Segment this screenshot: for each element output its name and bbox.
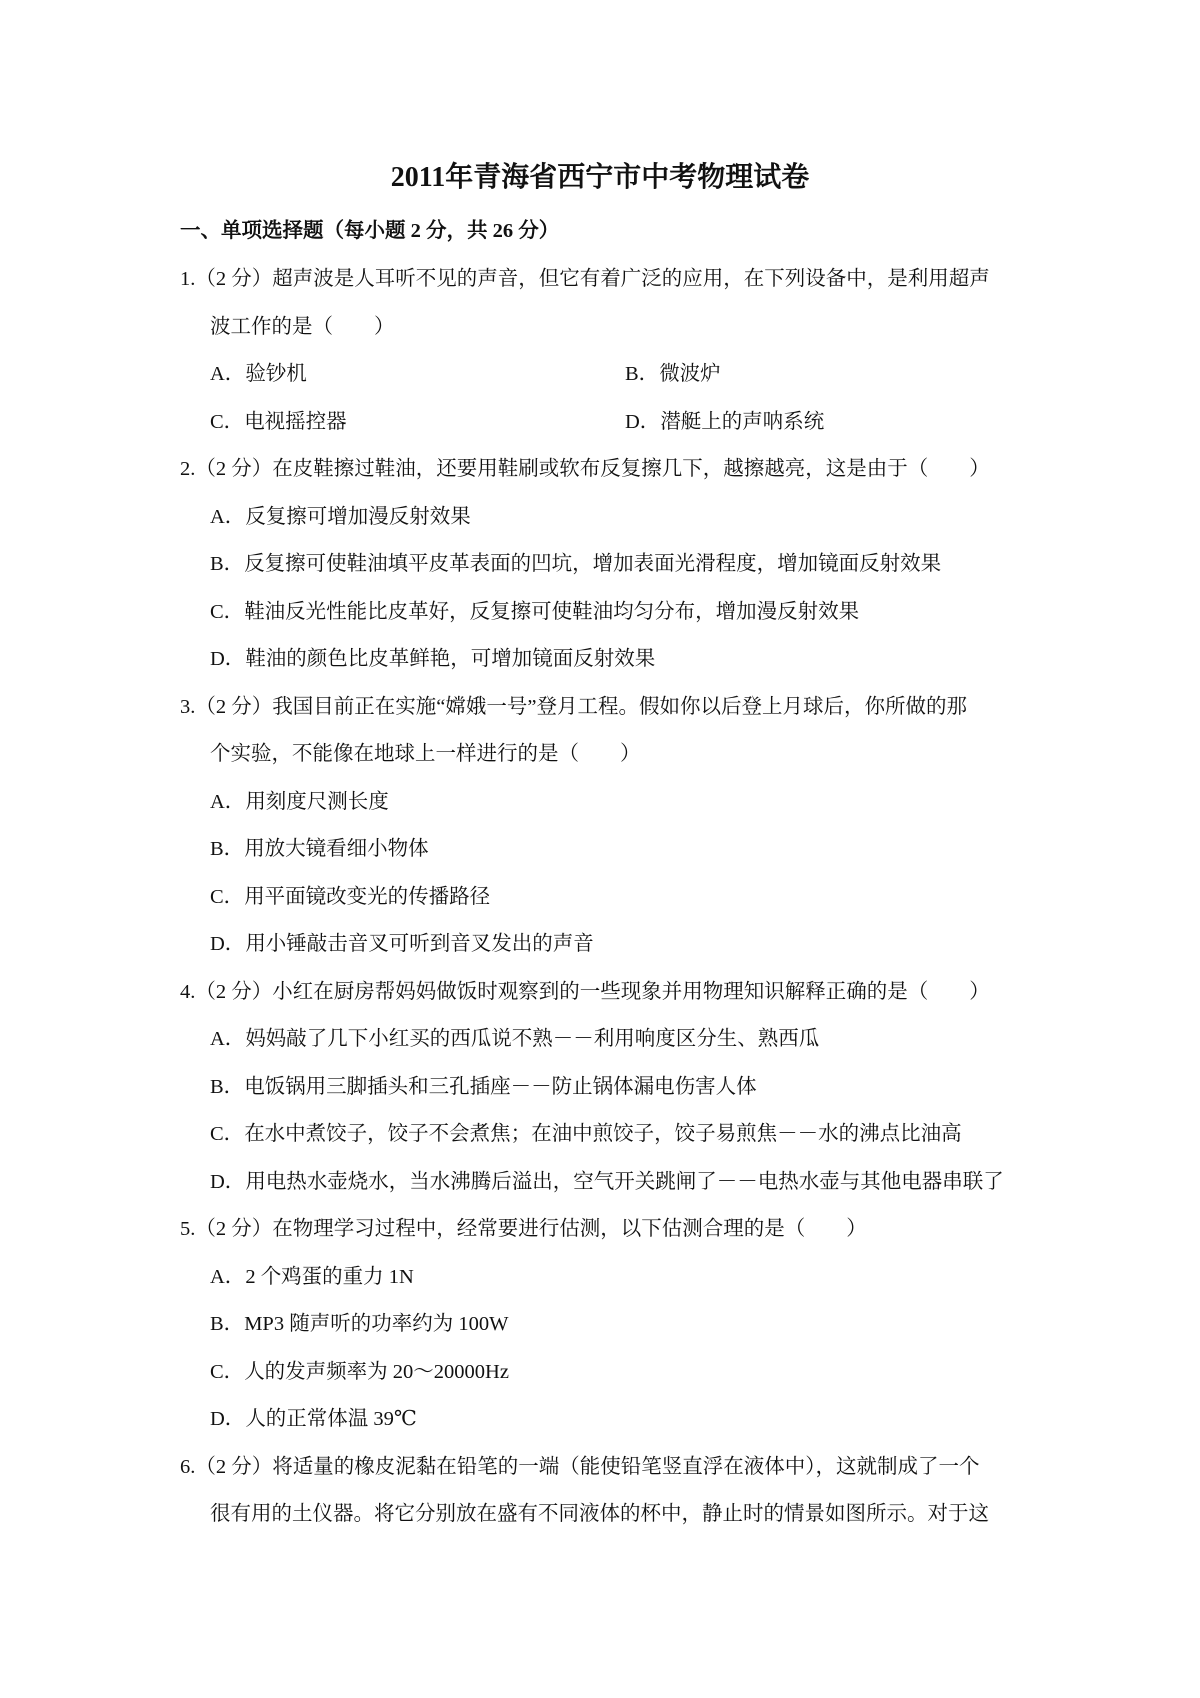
question-stem-line	[180, 969, 1040, 1017]
option-label: C．	[210, 1360, 245, 1383]
option-text: MP3 随声听的功率约为 100W	[244, 1313, 509, 1335]
option-text: 妈妈敲了几下小红买的西瓜说不熟－－利用响度区分生、熟西瓜	[245, 1028, 820, 1050]
option-c	[180, 1111, 1040, 1159]
option-d	[180, 1396, 1040, 1444]
option-a	[180, 1016, 1040, 1064]
question-stem-text: 在物理学习过程中，经常要进行估测，以下估测合理的是（ ）	[272, 1218, 867, 1240]
option-label: D．	[210, 1170, 246, 1193]
option-a	[180, 1254, 1040, 1302]
question-stem-line	[180, 684, 1040, 732]
option-label: D．	[210, 648, 246, 670]
question-stem-line	[180, 1444, 1040, 1492]
option-a	[180, 779, 1040, 827]
question-5	[180, 1206, 1040, 1444]
option-text: 鞋油的颜色比皮革鲜艳，可增加镜面反射效果	[245, 648, 656, 670]
option-label: A．	[210, 1265, 246, 1288]
page-title: 2011年青海省西宁市中考物理试卷	[390, 162, 810, 193]
option-label: B．	[210, 838, 245, 860]
option-c	[180, 1349, 1040, 1397]
option-label: B．	[210, 553, 245, 575]
option-text: 微波炉	[659, 363, 721, 385]
option-c	[180, 874, 1040, 922]
option-text: 反复擦可使鞋油填平皮革表面的凹坑，增加表面光滑程度，增加镜面反射效果	[244, 553, 942, 575]
question-2	[180, 446, 1040, 684]
option-row	[180, 399, 1040, 447]
option-d	[180, 921, 1040, 969]
question-stem-line: 个实验，不能像在地球上一样进行的是（ ）	[210, 743, 641, 765]
option-text: 用刻度尺测长度	[245, 790, 389, 813]
question-score: （2 分）	[195, 1455, 273, 1478]
question-3	[180, 684, 1040, 969]
option-label: C．	[210, 600, 245, 623]
option-text: 电视摇控器	[244, 410, 347, 433]
question-score: （2 分）	[195, 458, 273, 480]
option-text: 人的发声频率为 20～20000Hz	[244, 1360, 509, 1383]
option-text: 潜艇上的声呐系统	[660, 410, 825, 433]
option-d	[180, 636, 1040, 684]
option-row	[180, 351, 1040, 399]
question-score: （2 分）	[195, 1218, 273, 1240]
question-stem-line	[180, 446, 1040, 494]
option-b	[180, 1301, 1040, 1349]
question-number: 4.	[180, 980, 196, 1003]
option-label: A．	[210, 790, 246, 813]
option-d	[180, 1159, 1040, 1207]
question-stem-text: 将适量的橡皮泥黏在铅笔的一端（能使铅笔竖直浮在液体中），这就制成了一个	[272, 1455, 980, 1478]
option-label: C．	[210, 885, 245, 908]
question-stem-text: 超声波是人耳听不见的声音，但它有着广泛的应用，在下列设备中，是利用超声	[272, 268, 990, 290]
option-label: A．	[210, 505, 246, 528]
option-text: 用放大镜看细小物体	[244, 838, 429, 860]
option-b	[625, 351, 1040, 399]
option-label: A．	[210, 363, 246, 385]
option-b	[180, 826, 1040, 874]
option-text: 用平面镜改变光的传播路径	[244, 885, 491, 908]
option-b	[180, 541, 1040, 589]
option-text: 在水中煮饺子，饺子不会煮焦；在油中煎饺子，饺子易煎焦－－水的沸点比油高	[244, 1123, 962, 1145]
option-label: D．	[210, 1408, 246, 1430]
option-label: B．	[210, 1075, 245, 1098]
question-4	[180, 969, 1040, 1207]
option-text: 用电热水壶烧水，当水沸腾后溢出，空气开关跳闸了－－电热水壶与其他电器串联了	[245, 1170, 1004, 1193]
question-number: 6.	[180, 1455, 196, 1478]
option-text: 验钞机	[245, 363, 307, 385]
question-list	[180, 256, 1040, 1539]
question-number: 2.	[180, 458, 196, 480]
option-a	[210, 351, 625, 399]
option-label: D．	[625, 410, 661, 433]
option-text: 人的正常体温 39℃	[245, 1408, 417, 1430]
option-label: C．	[210, 1123, 245, 1145]
question-number: 3.	[180, 695, 196, 718]
question-number: 5.	[180, 1218, 196, 1240]
option-label: B．	[210, 1313, 245, 1335]
question-stem-text: 小红在厨房帮妈妈做饭时观察到的一些现象并用物理知识解释正确的是（ ）	[272, 980, 990, 1003]
option-label: C．	[210, 410, 245, 433]
option-a	[180, 494, 1040, 542]
option-text: 电饭锅用三脚插头和三孔插座－－防止锅体漏电伤害人体	[244, 1075, 757, 1098]
question-stem-text: 我国目前正在实施“嫦娥一号”登月工程。假如你以后登上月球后，你所做的那	[272, 695, 967, 718]
question-score: （2 分）	[195, 980, 273, 1003]
question-1	[180, 256, 1040, 446]
option-text: 用小锤敲击音叉可听到音叉发出的声音	[245, 933, 594, 955]
option-label: B．	[625, 363, 660, 385]
option-b	[180, 1064, 1040, 1112]
question-score: （2 分）	[195, 695, 273, 718]
section-heading: 一、单项选择题（每小题 2 分，共 26 分）	[180, 220, 560, 242]
question-number: 1.	[180, 268, 196, 290]
option-text: 2 个鸡蛋的重力 1N	[245, 1265, 414, 1288]
option-text: 鞋油反光性能比皮革好，反复擦可使鞋油均匀分布，增加漫反射效果	[244, 600, 860, 623]
option-label: D．	[210, 933, 246, 955]
question-6	[180, 1444, 1040, 1539]
question-stem-line: 波工作的是（ ）	[210, 315, 395, 338]
option-label: A．	[210, 1028, 246, 1050]
question-stem-text: 在皮鞋擦过鞋油，还要用鞋刷或软布反复擦几下，越擦越亮，这是由于（ ）	[272, 458, 990, 480]
option-d	[625, 399, 1040, 447]
option-c	[210, 399, 625, 447]
question-score: （2 分）	[195, 268, 273, 290]
question-stem-line	[180, 1206, 1040, 1254]
option-c	[180, 589, 1040, 637]
option-text: 反复擦可增加漫反射效果	[245, 505, 471, 528]
question-stem-line: 很有用的土仪器。将它分别放在盛有不同液体的杯中，静止时的情景如图所示。对于这	[210, 1503, 989, 1525]
question-stem-line	[180, 256, 1040, 304]
